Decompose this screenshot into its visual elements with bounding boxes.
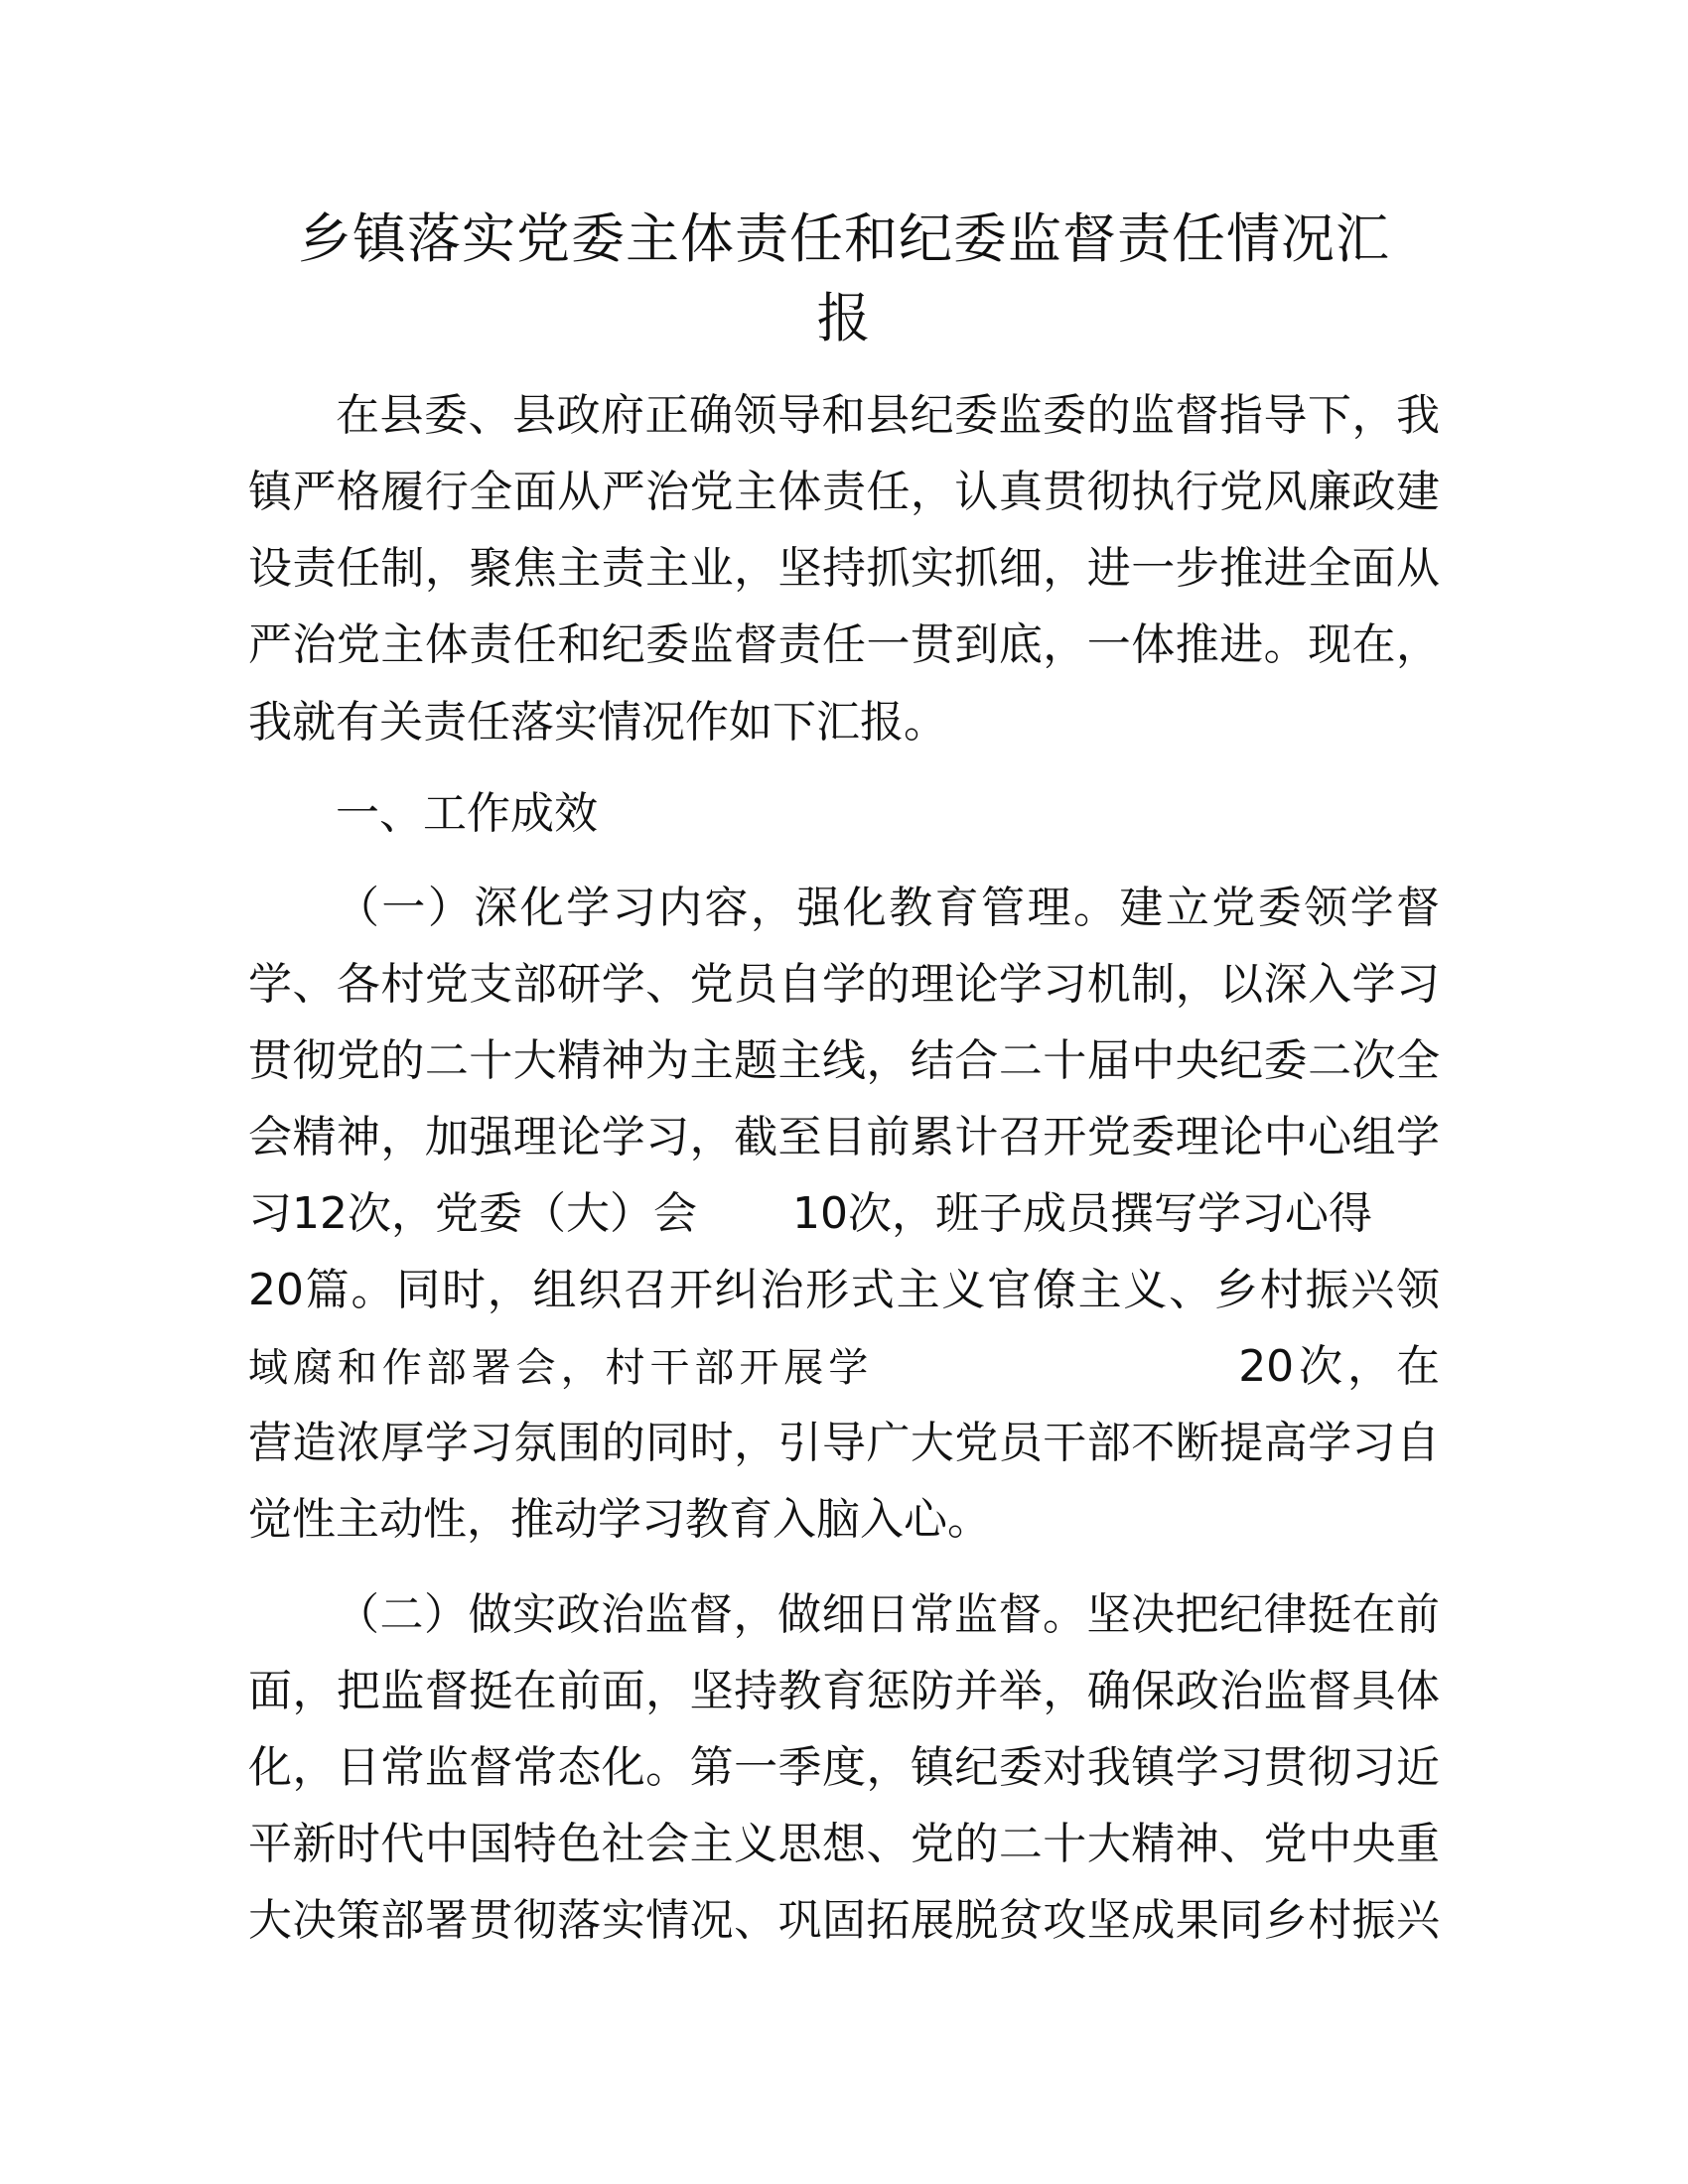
paragraph-3-line-4: 平新时代中国特色社会主义思想、党的二十大精神、党中央重 xyxy=(248,1819,1440,1869)
paragraph-2-line-4: 会精神，加强理论学习，截至目前累计召开党委理论中心组学 xyxy=(248,1112,1440,1162)
paragraph-1-line-5: 我就有关责任落实情况作如下汇报。 xyxy=(248,697,947,748)
paragraph-1-line-1: 在县委、县政府正确领导和县纪委监委的监督指导下，我 xyxy=(336,390,1440,441)
paragraph-2-line-5-part-b: 10次，班子成员撰写学习心得 xyxy=(792,1188,1372,1239)
paragraph-3-line-2: 面，把监督挺在前面，坚持教育惩防并举，确保政治监督具体 xyxy=(248,1666,1440,1716)
paragraph-1-line-2: 镇严格履行全面从严治党主体责任，认真贯彻执行党风廉政建 xyxy=(248,467,1440,517)
paragraph-2-line-1: （一）深化学习内容，强化教育管理。建立党委领学督 xyxy=(336,883,1440,933)
paragraph-2-line-9: 觉性主动性，推动学习教育入脑入心。 xyxy=(248,1494,991,1545)
document-title-line-2: 报 xyxy=(816,287,872,349)
paragraph-2-line-5 xyxy=(248,1184,1440,1244)
paragraph-2-line-7-part-a: 域腐和作部署会，村干部开展学 xyxy=(248,1345,874,1391)
paragraph-1-line-3: 设责任制，聚焦主责主业，坚持抓实抓细，进一步推进全面从 xyxy=(248,543,1440,594)
paragraph-2-line-3: 贯彻党的二十大精神为主题主线，结合二十届中央纪委二次全 xyxy=(248,1035,1440,1086)
paragraph-3-line-5: 大决策部署贯彻落实情况、巩固拓展脱贫攻坚成果同乡村振兴 xyxy=(248,1895,1440,1946)
paragraph-3-line-3: 化，日常监督常态化。第一季度，镇纪委对我镇学习贯彻习近 xyxy=(248,1742,1440,1793)
paragraph-2-line-5-part-a: 习12次，党委（大）会 xyxy=(248,1188,697,1239)
paragraph-2-line-7-part-b: 20次，在 xyxy=(1238,1341,1440,1392)
document-title-line-1: 乡镇落实党委主体责任和纪委监督责任情况汇 xyxy=(298,207,1390,270)
paragraph-1-line-4: 严治党主体责任和纪委监督责任一贯到底，一体推进。现在， xyxy=(248,619,1440,670)
section-heading: 一、工作成效 xyxy=(336,788,598,839)
paragraph-3-line-1: （二）做实政治监督，做细日常监督。坚决把纪律挺在前 xyxy=(336,1589,1440,1640)
paragraph-2-line-6: 20篇。同时，组织召开纠治形式主义官僚主义、乡村振兴领 xyxy=(248,1265,1440,1315)
paragraph-2-line-2: 学、各村党支部研学、党员自学的理论学习机制，以深入学习 xyxy=(248,959,1440,1010)
paragraph-2-line-7 xyxy=(248,1337,1440,1398)
paragraph-2-line-8: 营造浓厚学习氛围的同时，引导广大党员干部不断提高学习自 xyxy=(248,1418,1440,1468)
